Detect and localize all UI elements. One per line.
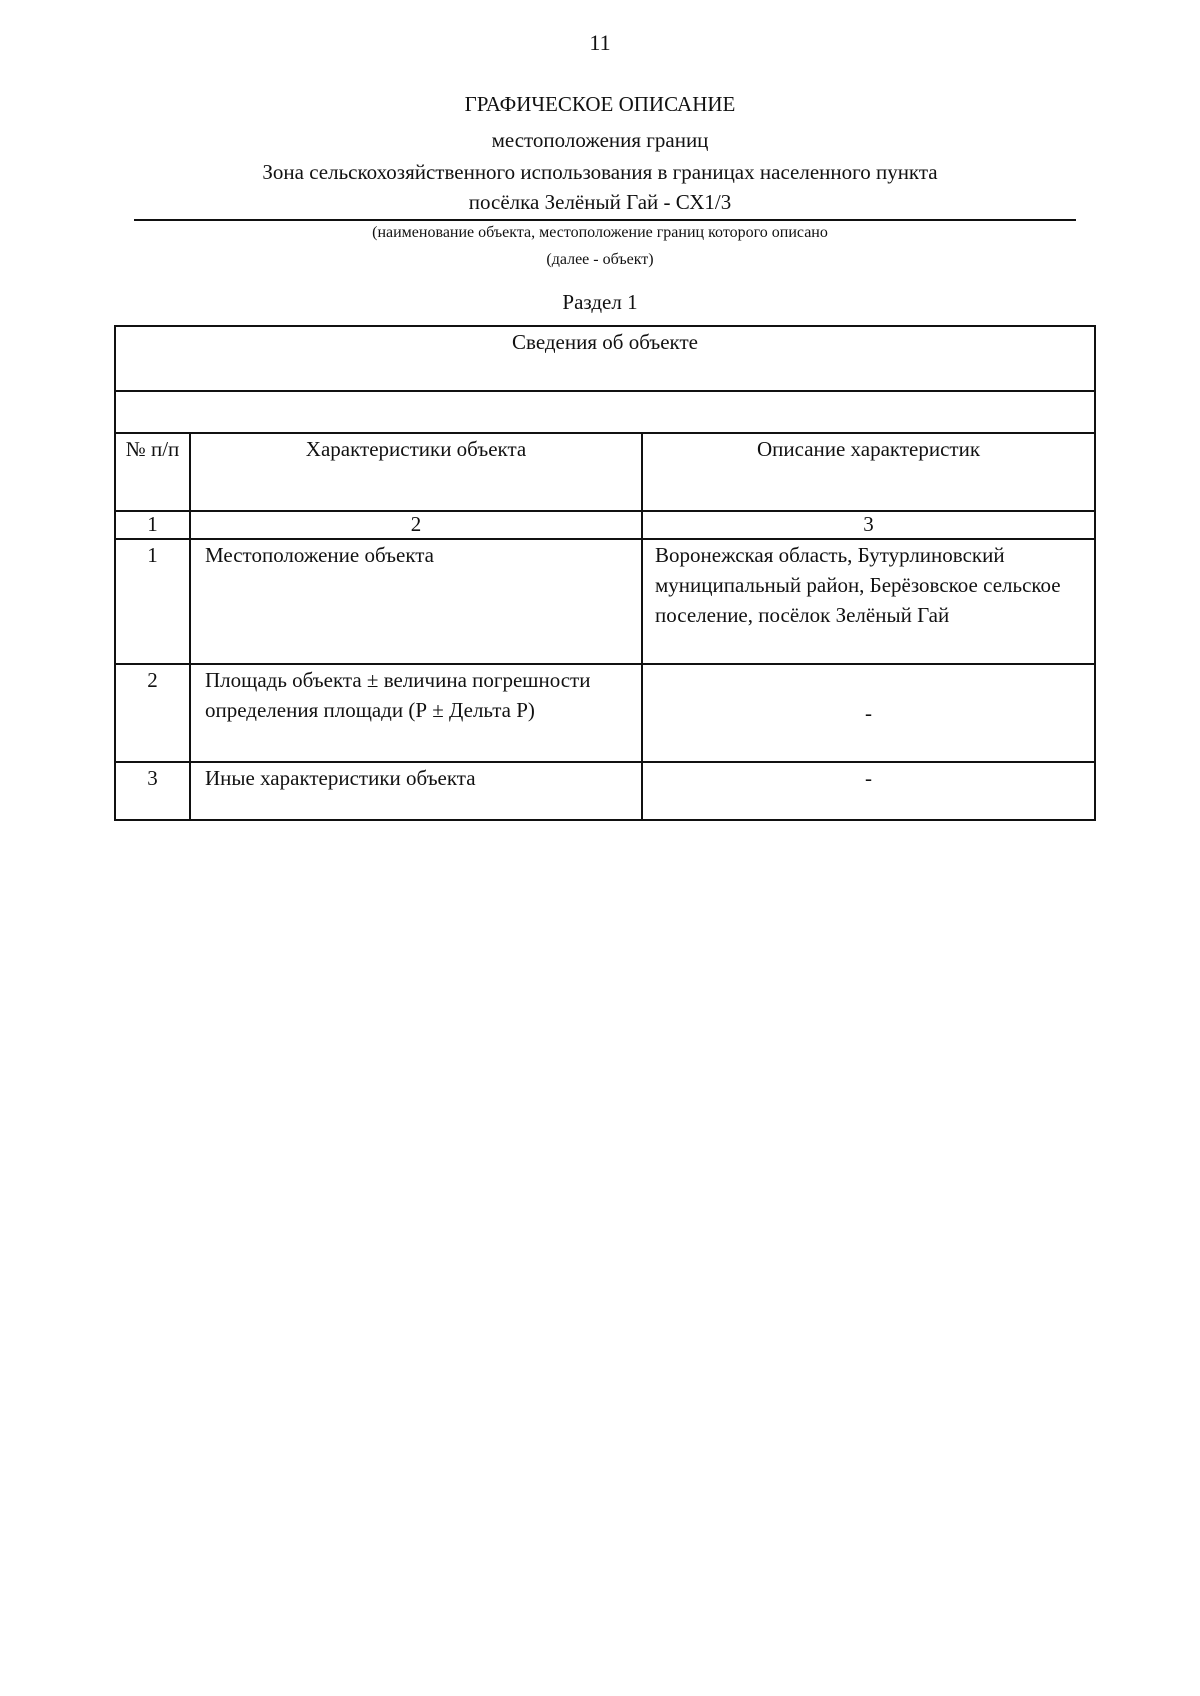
table-header-row xyxy=(115,326,1095,391)
section-label: Раздел 1 xyxy=(562,290,638,314)
table-row xyxy=(115,664,1095,762)
column-header-num: № п/п xyxy=(115,433,190,511)
object-info-table xyxy=(114,325,1096,821)
row-number: 2 xyxy=(115,664,190,762)
document-title: ГРАФИЧЕСКОЕ ОПИСАНИЕ xyxy=(464,92,736,116)
column-number: 2 xyxy=(190,511,642,539)
row-description: Воронежская область, Бутурлиновский муниципальный район, Берёзовское сельское поселение, посёлок Зелёный Гай xyxy=(642,539,1095,664)
row-characteristic: Местоположение объекта xyxy=(190,539,642,664)
column-header-description: Описание характеристик xyxy=(642,433,1095,511)
row-number: 3 xyxy=(115,762,190,820)
underline-caption: (наименование объекта, местоположение границ которого описано xyxy=(372,224,828,241)
underline-caption: (далее - объект) xyxy=(546,251,654,268)
table-row xyxy=(115,539,1095,664)
title-underline xyxy=(134,219,1076,221)
blank-cell xyxy=(115,391,1095,433)
column-header-row xyxy=(115,433,1095,511)
row-characteristic: Иные характеристики объекта xyxy=(190,762,642,820)
row-description: - xyxy=(642,762,1095,820)
subtitle-line: посёлка Зелёный Гай - СХ1/3 xyxy=(468,190,732,214)
row-number: 1 xyxy=(115,539,190,664)
row-characteristic: Площадь объекта ± величина погрешности определения площади (Р ± Дельта Р) xyxy=(190,664,642,762)
subtitle-line: Зона сельскохозяйственного использования в границах населенного пункта xyxy=(262,160,938,184)
column-number: 3 xyxy=(642,511,1095,539)
row-description: - xyxy=(642,664,1095,762)
column-number-row xyxy=(115,511,1095,539)
column-number: 1 xyxy=(115,511,190,539)
table-row xyxy=(115,762,1095,820)
blank-row xyxy=(115,391,1095,433)
page-number: 11 xyxy=(589,30,611,55)
column-header-characteristic: Характеристики объекта xyxy=(190,433,642,511)
subtitle-line: местоположения границ xyxy=(491,128,709,152)
table-header: Сведения об объекте xyxy=(115,326,1095,391)
